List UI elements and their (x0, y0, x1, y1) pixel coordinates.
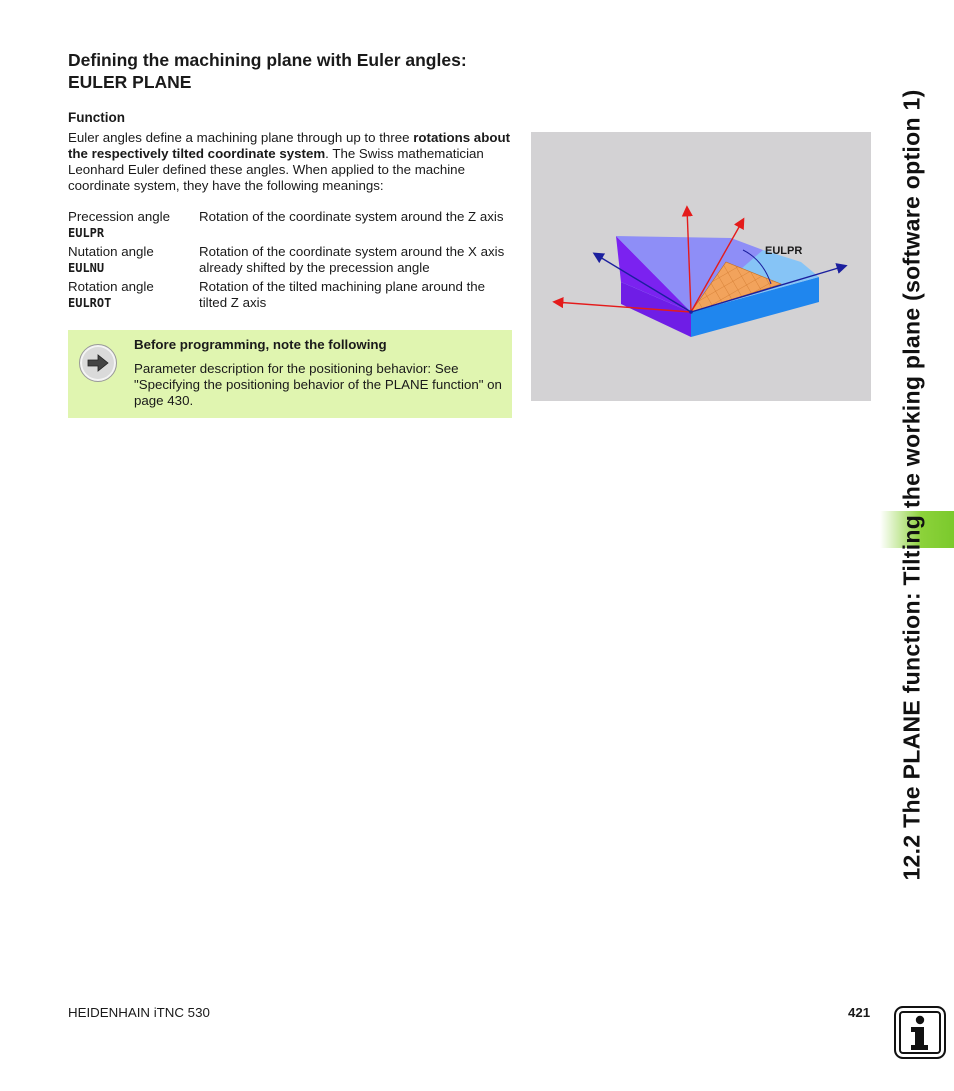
intro-bold-text: rotations about the respectively tilted coordinate system (68, 130, 511, 161)
chapter-side-title: 12.2 The PLANE function: Tilting the working plane (software option 1) (898, 89, 925, 881)
definition-code: EULNU (68, 261, 105, 275)
page-title (68, 49, 538, 93)
eulpr-label: EULPR (765, 245, 803, 257)
definition-description: Rotation of the coordinate system around the Z axis (199, 209, 504, 224)
definition-description: Rotation of the tilted machining plane around the tilted Z axis (199, 279, 486, 310)
definition-term: Precession angle (68, 209, 171, 224)
arrow-right-icon (79, 344, 117, 382)
definition-code: EULROT (68, 296, 112, 310)
note-box (68, 330, 512, 418)
definition-row (68, 209, 514, 241)
definition-term-cell (68, 241, 199, 276)
definition-code: EULPR (68, 226, 105, 240)
angle-definitions-table (68, 209, 514, 311)
definition-row (68, 276, 514, 311)
euler-plane-figure (531, 132, 871, 401)
intro-text-1: Euler angles define a machining plane through up to three (68, 130, 414, 145)
origin-point (689, 310, 693, 314)
note-body: Parameter description for the positioning behavior: See "Specifying the positioning behavior of the PLANE function" on page 430. (134, 361, 502, 408)
section-heading: Function (68, 110, 125, 125)
definition-description: Rotation of the coordinate system around the X axis already shifted by the precession angle (199, 244, 505, 275)
title-line-2: EULER PLANE (68, 72, 192, 92)
note-heading: Before programming, note the following (134, 337, 387, 352)
intro-text-2: . The Swiss mathematician Leonhard Euler defined these angles. When applied to the machine coordinate system, they have the following meanings: (68, 146, 484, 193)
definition-term-cell (68, 276, 199, 311)
definition-term-cell (68, 209, 199, 241)
definition-term: Nutation angle (68, 244, 154, 259)
title-line-1: Defining the machining plane with Euler angles: (68, 50, 467, 70)
definition-term: Rotation angle (68, 279, 154, 294)
intro-paragraph (68, 130, 514, 194)
page-number: 421 (848, 1005, 871, 1020)
footer-product-name: HEIDENHAIN iTNC 530 (68, 1005, 210, 1020)
definition-row (68, 241, 514, 276)
info-icon (894, 1006, 946, 1059)
